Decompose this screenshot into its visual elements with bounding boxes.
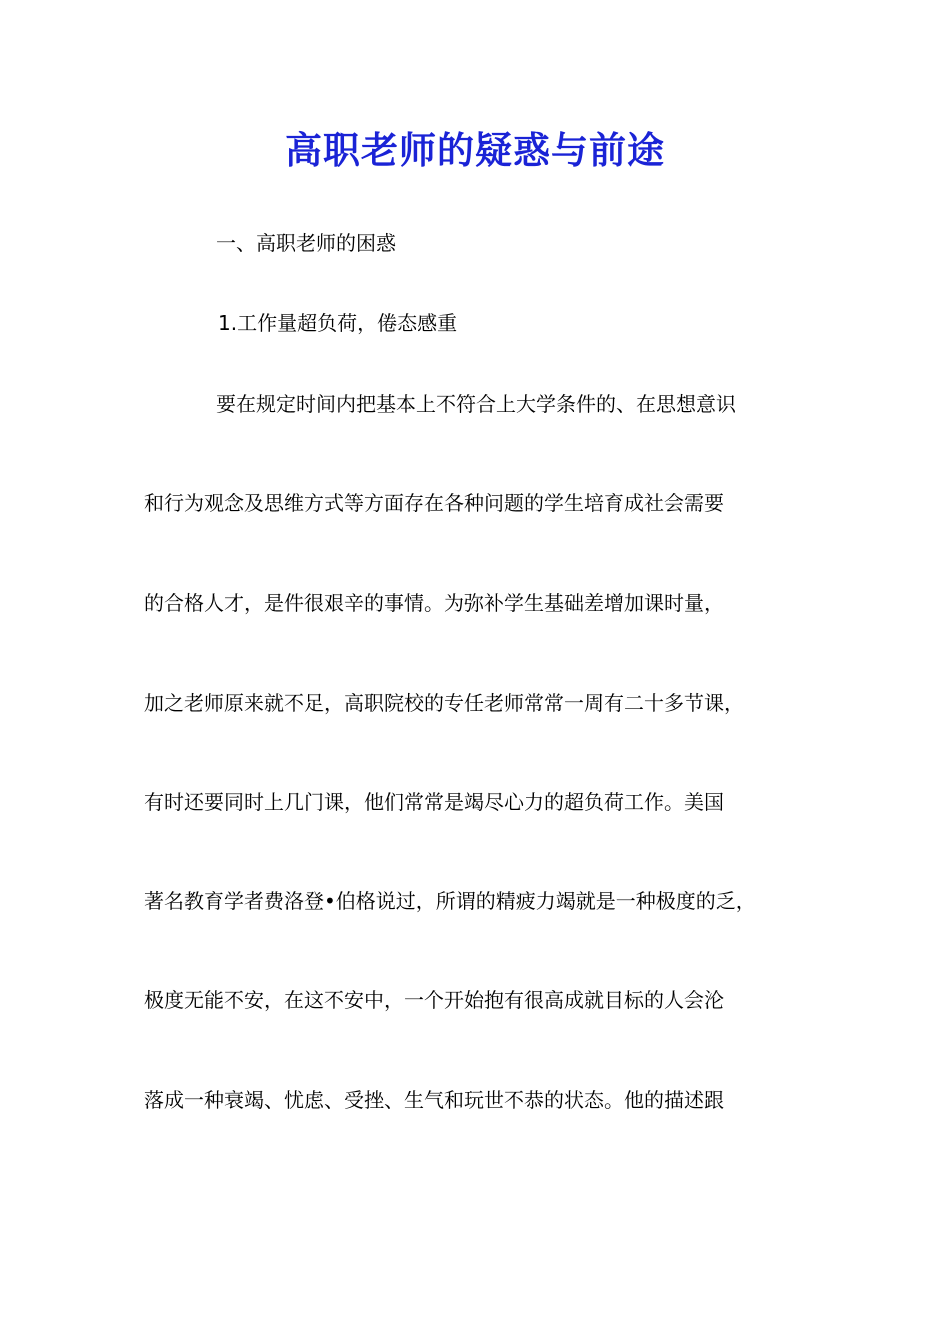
- body-paragraph-line: 要在规定时间内把基本上不符合上大学条件的、在思想意识: [196, 392, 736, 416]
- body-paragraph-line: 的合格人才，是件很艰辛的事情。为弥补学生基础差增加课时量，: [144, 591, 724, 615]
- body-paragraph-line: 极度无能不安，在这不安中，一个开始抱有很高成就目标的人会沦: [144, 988, 724, 1012]
- section-heading: 一、高职老师的困惑: [216, 231, 396, 255]
- document-title: 高职老师的疑惑与前途: [285, 128, 665, 172]
- body-paragraph-line: 和行为观念及思维方式等方面存在各种问题的学生培育成社会需要: [144, 491, 724, 515]
- body-paragraph-line: 落成一种衰竭、忧虑、受挫、生气和玩世不恭的状态。他的描述跟: [144, 1088, 724, 1112]
- body-paragraph-line: 加之老师原来就不足，高职院校的专任老师常常一周有二十多节课，: [144, 691, 744, 715]
- subsection-heading: 1.工作量超负荷，倦态感重: [218, 311, 458, 335]
- body-paragraph-line: 著名教育学者费洛登•伯格说过，所谓的精疲力竭就是一种极度的乏，: [144, 889, 756, 913]
- body-paragraph-line: 有时还要同时上几门课，他们常常是竭尽心力的超负荷工作。美国: [144, 790, 724, 814]
